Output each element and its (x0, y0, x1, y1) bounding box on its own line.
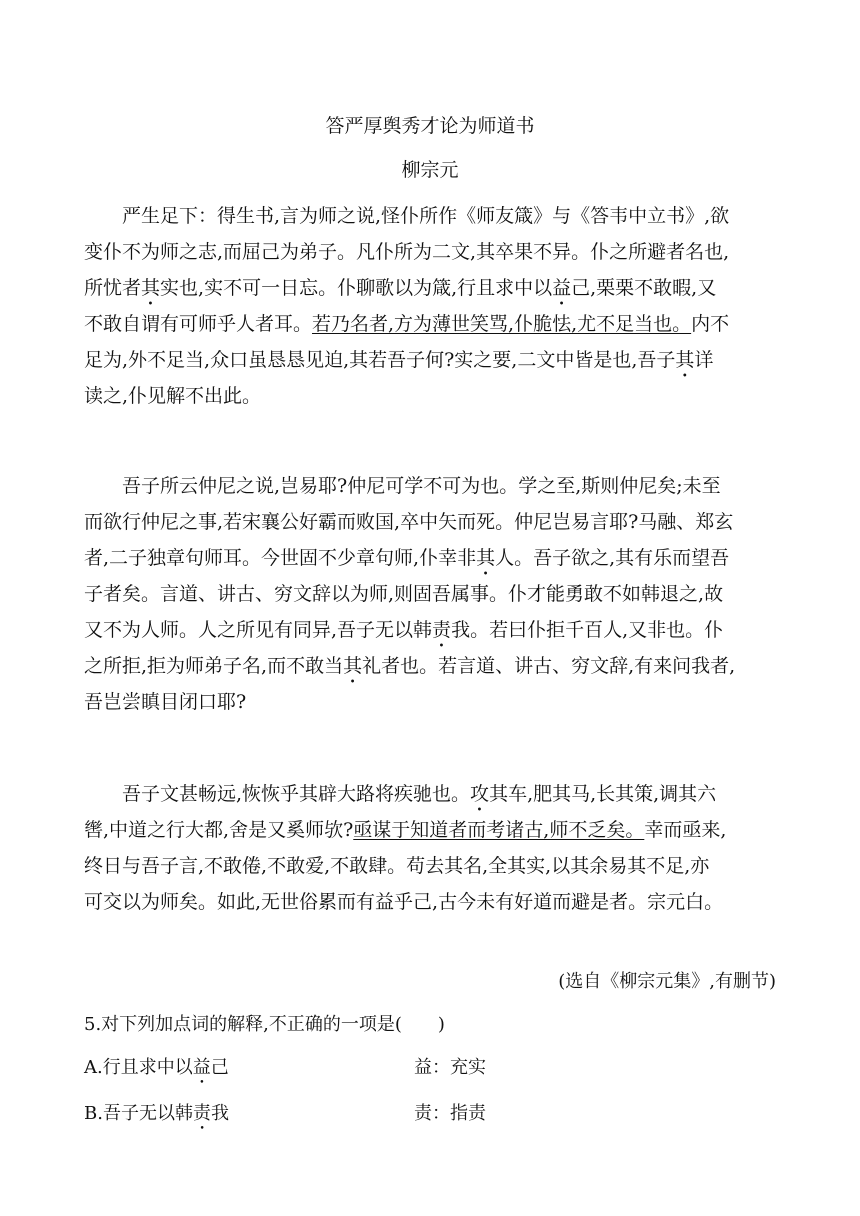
text-line (84, 342, 779, 378)
text-run: 而欲行仲尼之事,若宋襄公好霸而败国,卒中矢而死。仲尼岂易言耶?马融、郑玄 (84, 511, 734, 533)
dotted-word: 其 (141, 277, 161, 299)
text-run: 吾子文甚畅远,恢恢乎其辟大路将疾驰也。 (84, 783, 471, 805)
paragraph-2 (84, 468, 779, 756)
text-run: 其车,肥其马,长其策,调其六 (489, 783, 717, 805)
dotted-word: 其 (343, 655, 363, 677)
text-line (84, 884, 779, 920)
text-line (84, 198, 779, 234)
text-run: 礼者也。若言道、讲古、穷文辞,有来问我者, (362, 655, 736, 677)
text-run: 严生足下：得生书,言为师之说,怪仆所作《师友箴》与《答韦中立书》,欲 (84, 205, 730, 227)
option-b (84, 1098, 784, 1130)
text-run: 不敢自谓有可师乎人者耳。 (84, 313, 313, 335)
text-run: 又不为人师。人之所见有同异,吾子无以韩 (84, 619, 433, 641)
text-run: 可交以为师矣。如此,无世俗累而有益乎己,古今未有好道而避是者。宗元白。 (84, 891, 724, 913)
dotted-word: 其 (675, 349, 695, 371)
text-line (84, 306, 779, 342)
text-run: 变仆不为师之志,而屈己为弟子。凡仆所为二文,其卒果不异。仆之所避者名也, (84, 241, 730, 263)
document-author: 柳宗元 (401, 159, 459, 181)
dotted-word: 责 (432, 619, 452, 641)
text-line (84, 848, 779, 884)
text-run: 人。吾子欲之,其有乐而望吾 (495, 547, 730, 569)
text-line (84, 612, 779, 648)
text-run: 吾岂尝瞋目闭口耶? (84, 691, 247, 713)
text-line (84, 468, 779, 504)
text-run: B.吾子无以韩 (84, 1103, 193, 1124)
text-line (84, 234, 779, 270)
source-citation: (选自《柳宗元集》,有删节) (558, 971, 776, 992)
text-run: 读之,仆见解不出此。 (84, 385, 262, 407)
paragraph-1 (84, 198, 779, 450)
dotted-word: 责 (192, 1103, 211, 1124)
document-title: 答严厚舆秀才论为师道书 (325, 115, 535, 137)
option-a-explanation: 益：充实 (414, 1057, 486, 1078)
text-run: A.行且求中以 (84, 1057, 193, 1078)
dotted-word: 攻 (470, 783, 490, 805)
text-run: 所忧者 (84, 277, 142, 299)
text-line (84, 648, 779, 684)
text-run: 子者矣。言道、讲古、穷文辞以为师,则固吾属事。仆才能勇敢不如韩退之,故 (84, 583, 724, 605)
text-run: 辔,中道之行大都,舍是又奚师欤? (84, 819, 354, 841)
question-stem: 5.对下列加点词的解释,不正确的一项是( ) (84, 1014, 445, 1035)
text-run: 详 (694, 349, 714, 371)
text-line (84, 504, 779, 540)
text-run: 我 (210, 1103, 229, 1124)
option-a-text (84, 1052, 229, 1088)
underlined-sentence: 若乃名者,方为薄世笑骂,仆脆怯,尤不足当也。 (312, 313, 692, 335)
text-run: 足为,外不足当,众口虽恳恳见迫,其若吾子何?实之要,二文中皆是也,吾子 (84, 349, 676, 371)
text-run: 之所拒,拒为师弟子名,而不敢当 (84, 655, 344, 677)
text-run: 内不 (691, 313, 730, 335)
option-b-text (84, 1098, 229, 1134)
text-line (84, 776, 779, 812)
dotted-word: 其 (476, 547, 496, 569)
paragraph-3 (84, 776, 779, 956)
text-run: 己,栗栗不敢暇,又 (571, 277, 717, 299)
text-run: 己 (210, 1057, 229, 1078)
text-run: 我。若曰仆拒千百人,又非也。仆 (451, 619, 724, 641)
text-run: 者,二子独章句师耳。今世固不少章句师,仆幸非 (84, 547, 477, 569)
text-line (84, 576, 779, 612)
text-run: 幸而亟来, (644, 819, 727, 841)
dotted-word: 益 (552, 277, 572, 299)
text-line (84, 540, 779, 576)
option-a (84, 1052, 784, 1084)
text-run: 吾子所云仲尼之说,岂易耶?仲尼可学不可为也。学之至,斯则仲尼矣;未至 (84, 475, 721, 497)
text-line (84, 270, 779, 306)
text-line (84, 684, 779, 720)
underlined-sentence: 亟谋于知道者而考诸古,师不乏矣。 (353, 819, 645, 841)
text-line (84, 812, 779, 848)
text-line (84, 378, 779, 414)
option-b-explanation: 责：指责 (414, 1103, 486, 1124)
text-run: 实也,实不可一日忘。仆聊歌以为箴,行且求中以 (160, 277, 553, 299)
dotted-word: 益 (192, 1057, 211, 1078)
text-run: 终日与吾子言,不敢倦,不敢爱,不敢肆。苟去其名,全其实,以其余易其不足,亦 (84, 855, 710, 877)
